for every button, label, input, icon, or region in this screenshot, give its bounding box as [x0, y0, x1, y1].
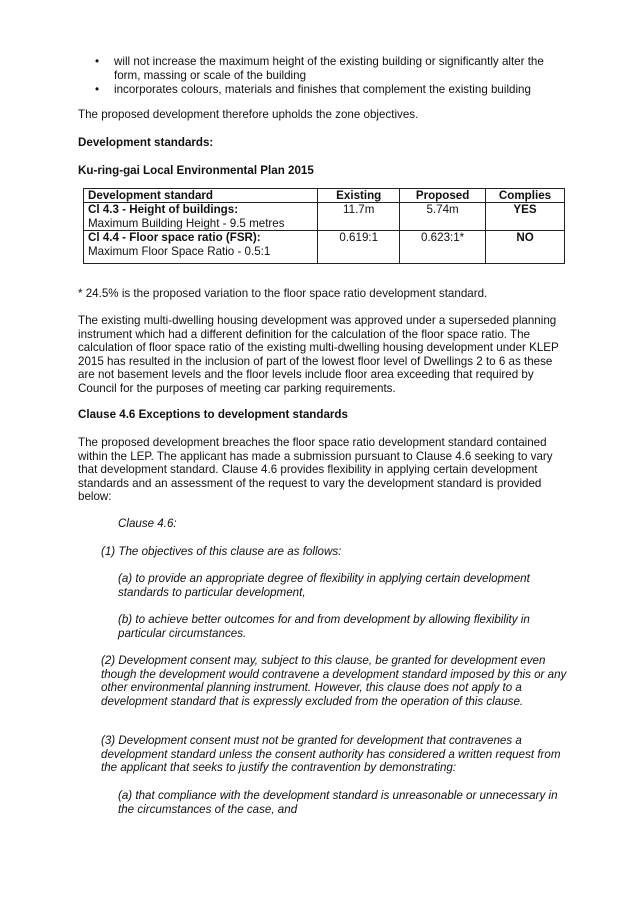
quote-subclause-3: (3) Development consent must not be granted for development that contravenes a development standard unless the consent authority has considered a written request from the applicant that seeks to justify the contravention by demonstrating:: [101, 734, 561, 775]
existing-cell: 11.7m: [318, 203, 400, 231]
standard-detail: Maximum Floor Space Ratio - 0.5:1: [88, 244, 271, 258]
zone-objectives-paragraph: The proposed development therefore upholds the zone objectives.: [78, 108, 419, 121]
quote-subclause-3a: (a) that compliance with the development standard is unreasonable or unnecessary in the circumstances of the case, and: [118, 789, 558, 816]
table-header-row: [84, 189, 565, 203]
bullet-item: [78, 55, 568, 82]
bullet-text: incorporates colours, materials and finishes that complement the existing building: [114, 83, 531, 97]
bullet-icon: •: [95, 55, 100, 68]
column-header: Development standard: [84, 189, 318, 203]
table-row: [84, 231, 565, 264]
standard-cell: [84, 231, 318, 264]
footnote: * 24.5% is the proposed variation to the floor space ratio development standard.: [78, 287, 488, 300]
breach-paragraph: The proposed development breaches the floor space ratio development standard contained within the LEP. The applicant has made a submission pursuant to Clause 4.6 seeking to vary that development standard. Clause 4.6 provides flexibility in applying certain development standards and an assessment of the request to vary the development standard is provided below:: [78, 436, 553, 504]
existing-cell: 0.619:1: [318, 231, 400, 264]
column-header: Proposed: [400, 189, 486, 203]
bullet-text: will not increase the maximum height of the existing building or significantly alter the form, massing or scale of the building: [114, 55, 544, 82]
development-standards-heading: Development standards:: [78, 136, 214, 149]
column-header: Existing: [318, 189, 400, 203]
clause-4-6-heading: Clause 4.6 Exceptions to development standards: [78, 408, 348, 421]
quote-title: Clause 4.6:: [118, 517, 177, 530]
standard-title: Cl 4.3 - Height of buildings:: [88, 203, 239, 217]
development-standards-table: [83, 188, 565, 264]
quote-objective-b: (b) to achieve better outcomes for and from development by allowing flexibility in particular circumstances.: [118, 613, 530, 640]
standard-detail: Maximum Building Height - 9.5 metres: [88, 216, 285, 230]
complies-cell: YES: [486, 203, 565, 231]
quote-objectives: (1) The objectives of this clause are as follows:: [101, 545, 342, 558]
bullet-item: [78, 83, 568, 97]
complies-cell: NO: [486, 231, 565, 264]
lep-heading: Ku-ring-gai Local Environmental Plan 2015: [78, 164, 314, 177]
table-row: [84, 203, 565, 231]
quote-objective-a: (a) to provide an appropriate degree of flexibility in applying certain development standards to particular development,: [118, 572, 530, 599]
existing-development-paragraph: The existing multi-dwelling housing development was approved under a superseded planning instrument which had a different definition for the calculation of the floor space ratio. The calculation of floor space ratio of the existing multi-dwelling housing development under KLEP 2015 has resulted in the inclusion of part of the lowest floor level of Dwellings 2 to 6 as these are not basement levels and the floor levels include floor area exceeding that required by Council for the purposes of meeting car parking requirements.: [78, 314, 559, 395]
proposed-cell: 5.74m: [400, 203, 486, 231]
bullet-icon: •: [95, 83, 100, 97]
proposed-cell: 0.623:1*: [400, 231, 486, 264]
standard-title: Cl 4.4 - Floor space ratio (FSR):: [88, 231, 261, 245]
bullet-list: [78, 55, 568, 98]
quote-subclause-2: (2) Development consent may, subject to this clause, be granted for development even though the development would contravene a development standard imposed by this or any other environmental planning instrument. However, this clause does not apply to a development standard that is expressly excluded from the operation of this clause.: [101, 654, 567, 708]
standard-cell: [84, 203, 318, 231]
column-header: Complies: [486, 189, 565, 203]
